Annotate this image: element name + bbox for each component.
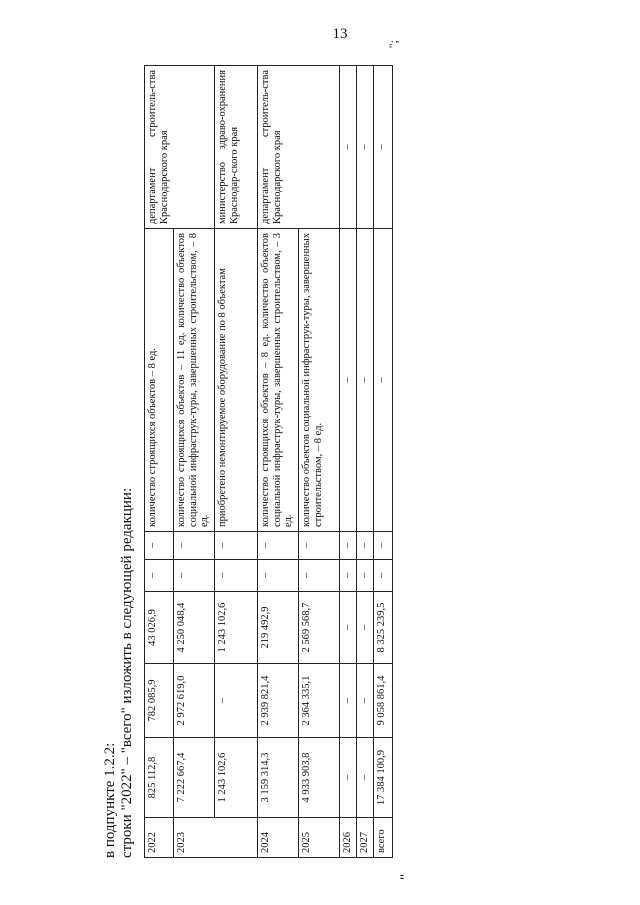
local-budget-cell: – — [340, 560, 357, 592]
year-cell: 2024 — [258, 818, 299, 858]
regional-budget-cell: 782 085,9 — [145, 664, 174, 738]
regional-budget-cell: 2 972 619,0 — [174, 664, 215, 738]
closing-quote-mark: "; — [386, 40, 400, 49]
federal-budget-cell: – — [340, 592, 357, 664]
table-row-total — [374, 66, 393, 858]
page-number: 13 — [332, 26, 348, 42]
year-cell: 2027 — [357, 818, 374, 858]
other-sources-cell: – — [145, 532, 174, 560]
responsible-cell: – — [357, 66, 374, 229]
total-amount-cell: 3 159 314,3 — [258, 738, 299, 818]
table-row — [357, 66, 374, 858]
intro-line-2: строки "2022" – "всего" изложить в следующей редакции: — [119, 487, 135, 858]
table-row — [145, 66, 174, 858]
result-cell: количество строящихся объектов – 8 ед. — [145, 229, 174, 532]
local-budget-cell: – — [258, 560, 299, 592]
other-sources-cell: – — [340, 532, 357, 560]
result-cell: – — [357, 229, 374, 532]
table-row — [340, 66, 357, 858]
intro-line-1: в подпункте 1.2.2: — [102, 742, 118, 858]
total-amount-cell: – — [340, 738, 357, 818]
federal-budget-cell: 8 325 239,5 — [374, 592, 393, 664]
total-amount-cell: 825 112,8 — [145, 738, 174, 818]
table-row — [258, 66, 299, 858]
responsible-cell: – — [374, 66, 393, 229]
rotated-content — [102, 40, 422, 880]
total-amount-cell: – — [357, 738, 374, 818]
other-sources-cell: – — [258, 532, 299, 560]
total-amount-cell: 7 222 667,4 — [174, 738, 215, 818]
year-cell: всего — [374, 818, 393, 858]
local-budget-cell: – — [174, 560, 215, 592]
responsible-cell: – — [340, 66, 357, 229]
table-row — [215, 66, 258, 858]
responsible-cell: департамент строитель-ства Краснодарского края — [258, 66, 340, 229]
federal-budget-cell: – — [357, 592, 374, 664]
local-budget-cell: – — [374, 560, 393, 592]
result-cell: – — [340, 229, 357, 532]
regional-budget-cell: 2 364 335,1 — [299, 664, 340, 738]
result-cell: количество строящихся объектов – 11 ед. количество объектов социальной инфраструк-туры, завершенных строительством, – 8 ед. — [174, 229, 215, 532]
federal-budget-cell: 2 569 568,7 — [299, 592, 340, 664]
other-sources-cell: – — [215, 532, 258, 560]
regional-budget-cell: 9 058 861,4 — [374, 664, 393, 738]
regional-budget-cell: – — [357, 664, 374, 738]
year-cell: 2023 — [174, 818, 258, 858]
responsible-cell: министерство здраво-охранения Краснодар-ского края — [215, 66, 258, 229]
other-sources-cell: – — [299, 532, 340, 560]
program-table — [144, 65, 393, 858]
year-cell: 2022 — [145, 818, 174, 858]
result-cell: приобретено немонтируемое оборудование по 8 объектам — [215, 229, 258, 532]
other-sources-cell: – — [174, 532, 215, 560]
total-amount-cell: 1 243 102,6 — [215, 738, 258, 818]
federal-budget-cell: 4 250 048,4 — [174, 592, 215, 664]
year-cell: 2025 — [299, 818, 340, 858]
intro-text — [102, 98, 136, 858]
total-amount-cell: 17 384 100,9 — [374, 738, 393, 818]
responsible-cell: департамент строитель-ства Краснодарского края — [145, 66, 215, 229]
federal-budget-cell: 1 243 102,6 — [215, 592, 258, 664]
local-budget-cell: – — [145, 560, 174, 592]
result-cell: – — [374, 229, 393, 532]
federal-budget-cell: 219 492,9 — [258, 592, 299, 664]
other-sources-cell: – — [357, 532, 374, 560]
federal-budget-cell: 43 026,9 — [145, 592, 174, 664]
regional-budget-cell: 2 939 821,4 — [258, 664, 299, 738]
local-budget-cell: – — [299, 560, 340, 592]
other-sources-cell: – — [374, 532, 393, 560]
result-cell: количество объектов социальной инфраструк-туры, завершенных строительством, – 8 ед. — [299, 229, 340, 532]
local-budget-cell: – — [215, 560, 258, 592]
result-cell: количество строящихся объектов – 8 ед. количество объектов социальной инфраструк-туры, завершенных строительством, – 3 ед. — [258, 229, 299, 532]
opening-quote-mark: " — [398, 873, 414, 880]
regional-budget-cell: – — [215, 664, 258, 738]
local-budget-cell: – — [357, 560, 374, 592]
year-cell: 2026 — [340, 818, 357, 858]
total-amount-cell: 4 933 903,8 — [299, 738, 340, 818]
regional-budget-cell: – — [340, 664, 357, 738]
